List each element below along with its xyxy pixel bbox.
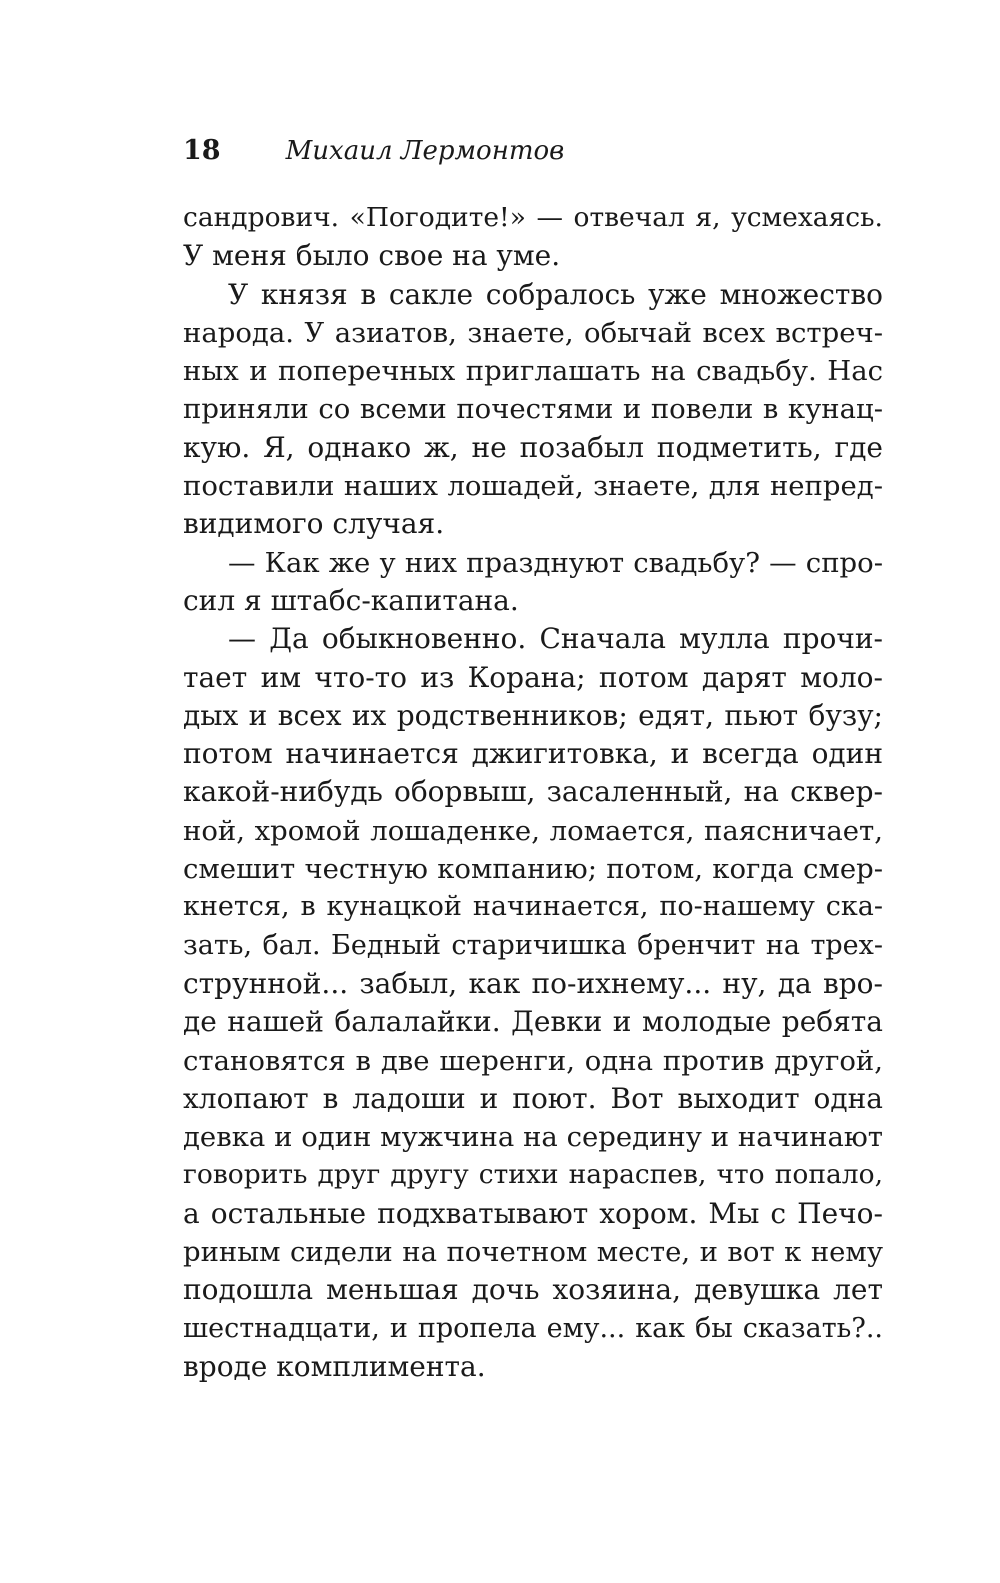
text-line: ных и поперечных приглашать на свадьбу. Нас [183,355,883,388]
text-line: У меня было свое на уме. [183,239,561,273]
page-number: 18 [183,135,221,166]
text-line: говорить друг другу стихи нараспев, что попало, [183,1159,883,1191]
text-line: вроде комплимента. [183,1349,486,1383]
text-line: сандрович. «Погодите!» — отвечал я, усмехаясь. [183,202,883,233]
text-line: хлопают в ладоши и поют. Вот выходит одна [183,1081,883,1115]
text-line: — Да обыкновенно. Сначала мулла прочи- [228,622,883,656]
text-line: девка и один мужчина на середину и начинают [183,1121,883,1154]
text-line: зать, бал. Бедный старичишка бренчит на трех- [183,929,883,961]
text-line: какой-нибудь оборвыш, засаленный, на сквер- [183,775,883,809]
text-line: риным сидели на почетном месте, и вот к нему [183,1236,883,1269]
text-line: смешит честную компанию; потом, когда смер- [183,853,883,886]
text-line: струнной... забыл, как по-ихнему... ну, да вро- [183,966,883,1000]
text-line: де нашей балалайки. Девки и молодые ребята [183,1005,883,1039]
text-line: становятся в две шеренги, одна против другой, [183,1044,883,1077]
text-line: тает им что-то из Корана; потом дарят моло- [183,660,883,694]
text-line: потом начинается джигитовка, и всегда один [183,737,883,771]
running-title: Михаил Лермонтов [285,136,565,166]
text-line: видимого случая. [183,507,445,541]
text-line: кую. Я, однако ж, не позабыл подметить, где [183,430,883,464]
text-line: У князя в сакле собралось уже множество [228,277,883,311]
text-line: народа. У азиатов, знаете, обычай всех встреч- [183,316,883,349]
text-line: подошла меньшая дочь хозяина, девушка лет [183,1273,883,1307]
text-line: приняли со всеми почестями и повели в кунац- [183,393,883,426]
text-line: шестнадцати, и пропела ему... как бы сказать?.. [183,1312,883,1344]
text-line: поставили наших лошадей, знаете, для непред- [183,470,883,503]
text-line: а остальные подхватывают хором. Мы с Печо- [183,1196,883,1230]
running-head [183,128,564,174]
text-line: дых и всех их родственников; едят, пьют бузу; [183,698,883,732]
text-line: кнется, в кунацкой начинается, по-нашему ска- [183,891,883,923]
text-body [183,199,883,1386]
text-line: сил я штабс-капитана. [183,583,519,617]
text-line: ной, хромой лошаденке, ломается, паясничает, [183,814,883,847]
text-line: — Как же у них празднуют свадьбу? — спро- [228,546,883,579]
